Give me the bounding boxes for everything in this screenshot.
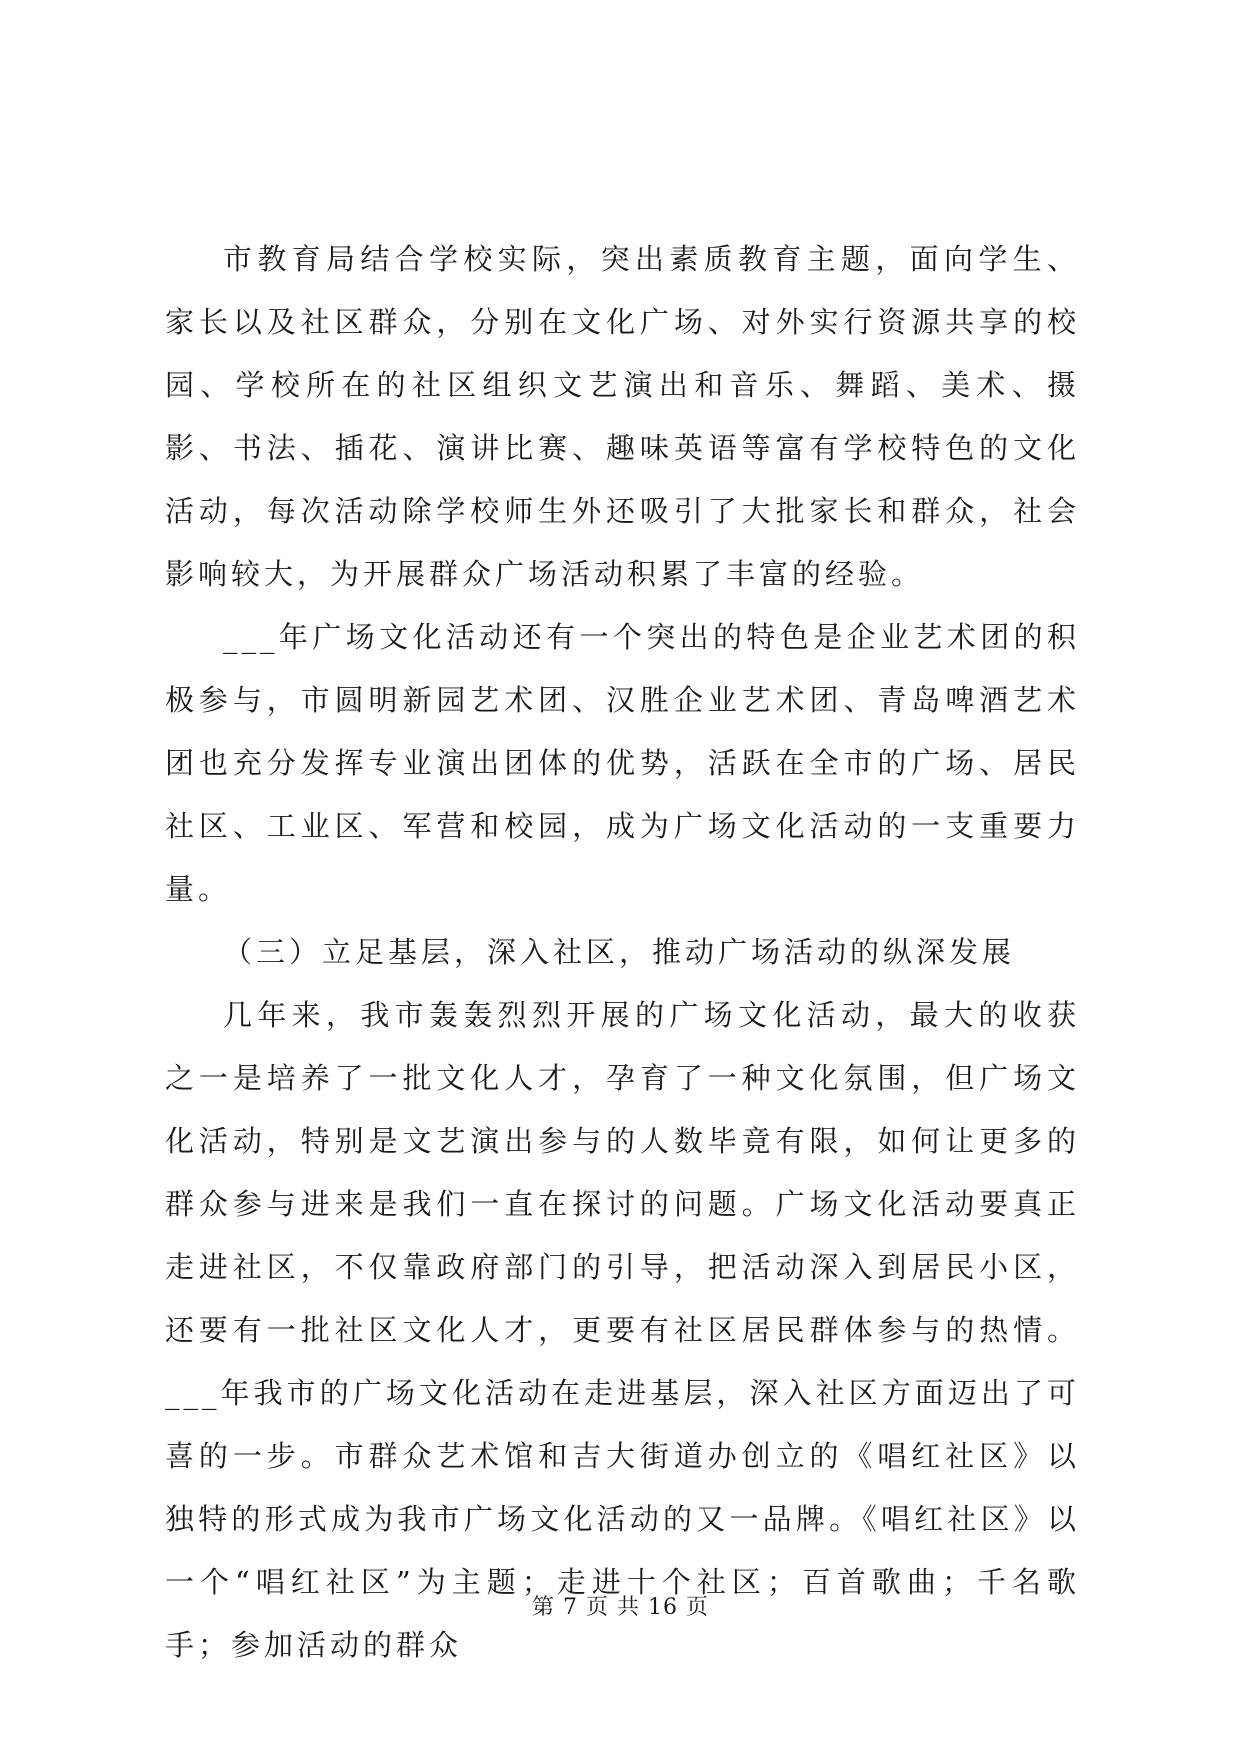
paragraph-enterprise-troupes: ___年广场文化活动还有一个突出的特色是企业艺术团的积极参与，市圆明新园艺术团、汉胜企业艺术团、青岛啤酒艺术团也充分发挥专业演出团体的优势，活跃在全市的广场、居民社区、工业区、军营和校园，成为广场文化活动的一支重要力量。 [165, 620, 1080, 906]
paragraph-community-activities: 几年来，我市轰轰烈烈开展的广场文化活动，最大的收获之一是培养了一批文化人才，孕育了一种文化氛围，但广场文化活动，特别是文艺演出参与的人数毕竟有限，如何让更多的群众参与进来是我们一直在探讨的问题。广场文化活动要真正走进社区，不仅靠政府部门的引导，把活动深入到居民小区，还要有一批社区文化人才，更要有社区居民群体参与的热情。___年我市的广场文化活动在走进基层，深入社区方面迈出了可喜的一步。市群众艺术馆和吉大街道办创立的《唱红社区》以独特的形式成为我市广场文化活动的又一品牌。《唱红社区》以一个“唱红社区”为主题；走进十个社区；百首歌曲；千名歌手；参加活动的群众 [165, 998, 1080, 1662]
document-body [165, 228, 1080, 1677]
page-number-footer: 第 7 页 共 16 页 [532, 1595, 709, 1620]
paragraph-education-bureau: 市教育局结合学校实际，突出素质教育主题，面向学生、家长以及社区群众，分别在文化广场、对外实行资源共享的校园、学校所在的社区组织文艺演出和音乐、舞蹈、美术、摄影、书法、插花、演讲比赛、趣味英语等富有学校特色的文化活动，每次活动除学校师生外还吸引了大批家长和群众，社会影响较大，为开展群众广场活动积累了丰富的经验。 [165, 242, 1080, 591]
section-heading-three: （三）立足基层，深入社区，推动广场活动的纵深发展 [223, 935, 1016, 969]
